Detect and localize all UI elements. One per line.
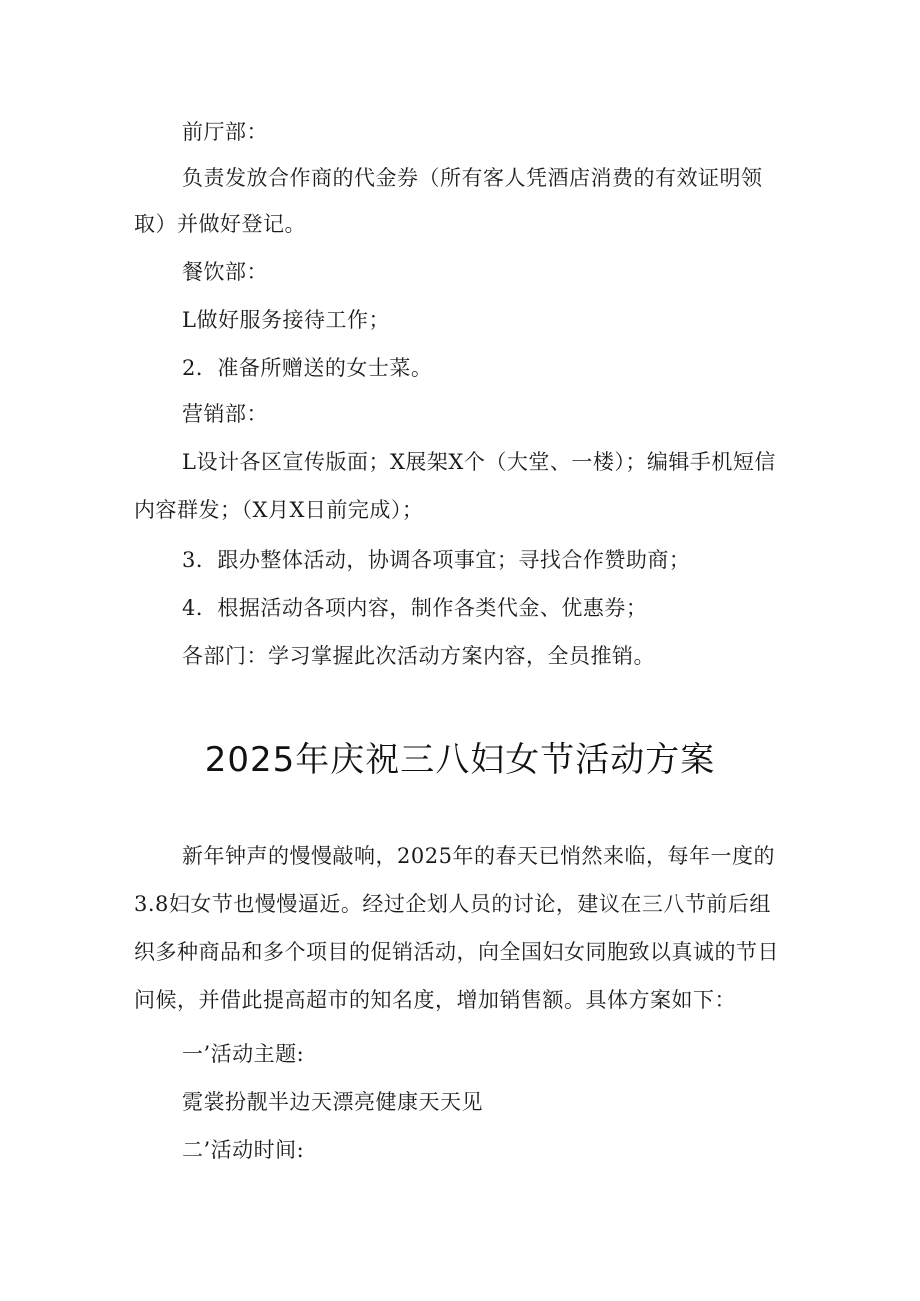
- front-office-text-line1: 负责发放合作商的代金券（所有客人凭酒店消费的有效证明领: [182, 166, 763, 190]
- theme-heading: 一’活动主题:: [182, 1042, 305, 1066]
- fnb-item-1: L做好服务接待工作；: [182, 308, 390, 332]
- theme-text: 霓裳扮靓半边天漂亮健康天天见: [182, 1090, 483, 1114]
- time-heading: 二’活动时间:: [182, 1138, 305, 1162]
- marketing-item-3: 3．跟办整体活动，协调各项事宜；寻找合作赞助商；: [182, 548, 691, 572]
- fnb-heading: 餐饮部：: [182, 260, 268, 284]
- marketing-item-1-line1: L设计各区宣传版面；X展架X个（大堂、一楼）；编辑手机短信: [182, 450, 776, 474]
- marketing-heading: 营销部：: [182, 402, 268, 426]
- intro-line-1: 新年钟声的慢慢敲响，2025年的春天已悄然来临，每年一度的: [182, 844, 775, 868]
- intro-line-3: 织多种商品和多个项目的促销活动，向全国妇女同胞致以真诚的节日: [134, 940, 779, 964]
- intro-line-4: 问候，并借此提高超市的知名度，增加销售额。具体方案如下：: [134, 988, 736, 1012]
- intro-line-2: 3.8妇女节也慢慢逼近。经过企划人员的讨论，建议在三八节前后组: [134, 892, 771, 916]
- marketing-item-4: 4．根据活动各项内容，制作各类代金、优惠券；: [182, 596, 648, 620]
- front-office-text-line2: 取）并做好登记。: [134, 212, 306, 236]
- all-departments-text: 各部门：学习掌握此次活动方案内容，全员推销。: [182, 644, 655, 668]
- document-title: 2025年庆祝三八妇女节活动方案: [204, 740, 716, 780]
- marketing-item-1-line2: 内容群发；（X月X日前完成）；: [134, 498, 424, 522]
- front-office-heading: 前厅部：: [182, 120, 268, 144]
- fnb-item-2: 2．准备所赠送的女士菜。: [182, 356, 433, 380]
